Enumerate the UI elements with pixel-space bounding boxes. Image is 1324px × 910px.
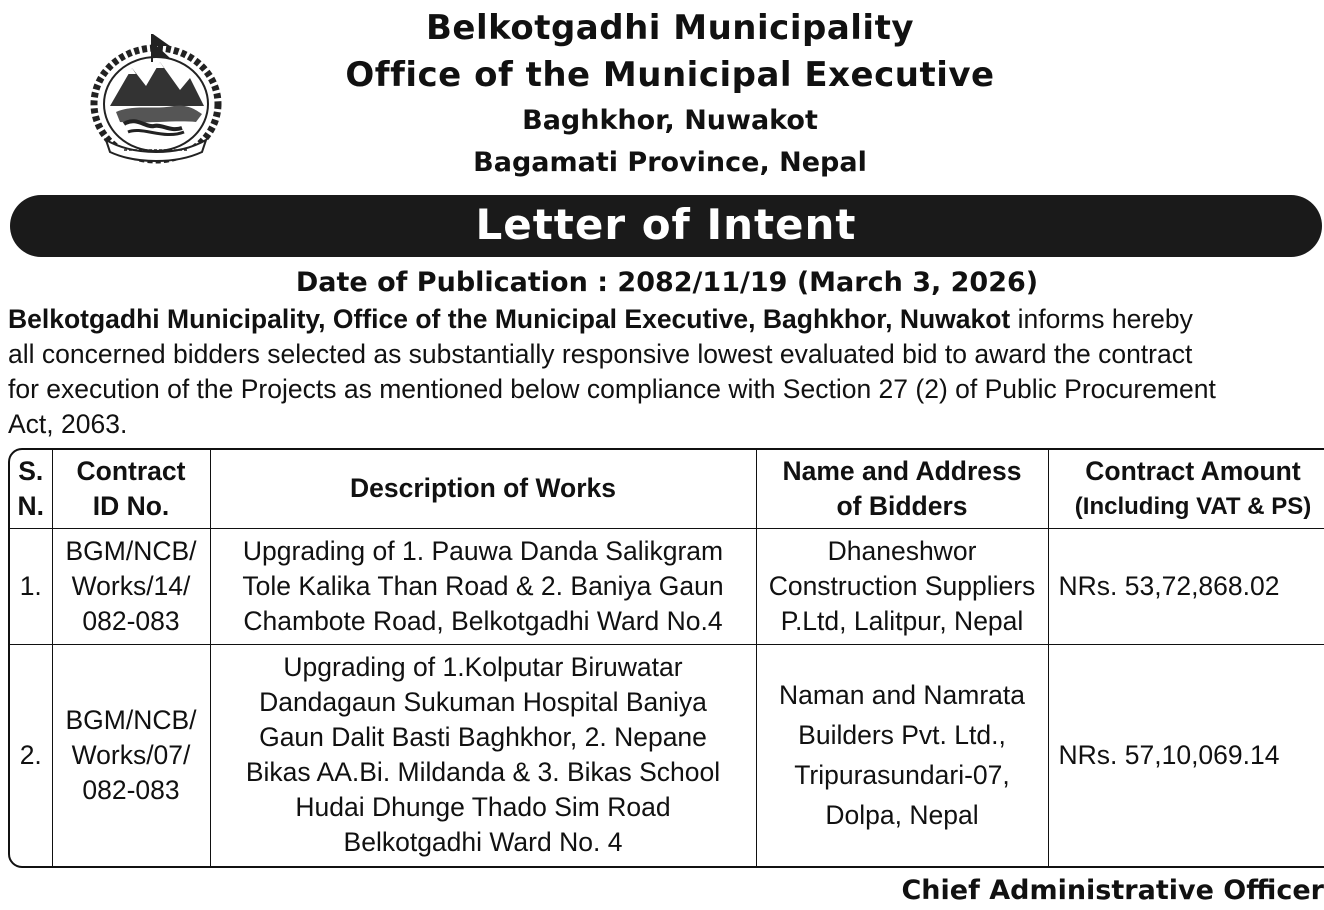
table-row [10, 528, 1324, 644]
row-2-contract-line: 082-083 [82, 774, 180, 805]
intro-line-4: Act, 2063. [8, 409, 128, 439]
row-1-contract-id [52, 528, 210, 644]
row-2-description-line: Upgrading of 1.Kolputar Biruwatar [283, 652, 683, 683]
document-title: Letter of Intent [10, 195, 1322, 257]
table-row [10, 644, 1324, 866]
nepal-coat-of-arms-icon [84, 28, 228, 166]
publication-date: Date of Publication : 2082/11/19 (March 3, 2026) [295, 267, 1039, 298]
office-name: Office of the Municipal Executive [345, 55, 995, 95]
contracts-table-grid [10, 450, 1324, 866]
row-1-sn: 1. [10, 528, 52, 644]
row-2-sn: 2. [10, 644, 52, 866]
row-1-bidder-line: Construction Suppliers [768, 570, 1036, 601]
header-amount-line-2: (Including VAT & PS) [1074, 492, 1312, 520]
row-2-bidder-line: Dolpa, Nepal [825, 800, 979, 831]
row-1-bidder [756, 528, 1048, 644]
header-amount [1048, 450, 1324, 528]
header-bidder [756, 450, 1048, 528]
header-amount-line-1: Contract Amount [1085, 455, 1301, 486]
row-1-contract-line: Works/14/ [71, 570, 191, 601]
header-bidder-line-1: Name and Address [782, 455, 1022, 486]
row-1-description-line: Tole Kalika Than Road & 2. Baniya Gaun [242, 570, 724, 601]
org-name: Belkotgadhi Municipality [426, 8, 914, 48]
intro-line-1 [8, 302, 1324, 337]
header-contract-line-1: Contract [76, 455, 186, 486]
row-2-bidder-line: Tripurasundari-07, [794, 760, 1010, 791]
header-description: Description of Works [210, 450, 756, 528]
row-2-description-line: Belkotgadhi Ward No. 4 [343, 827, 623, 858]
row-2-bidder-line: Naman and Namrata [779, 680, 1025, 711]
row-1-description [210, 528, 756, 644]
intro-paragraph [8, 302, 1324, 442]
row-1-contract-line: 082-083 [82, 605, 180, 636]
signatory-title: Chief Administrative Officer [901, 875, 1324, 906]
intro-bold-lead: Belkotgadhi Municipality, Office of the Municipal Executive, Baghkhor, Nuwakot [8, 304, 1011, 334]
intro-line-3: for execution of the Projects as mentioned below compliance with Section 27 (2) of Public Procurement [8, 374, 1216, 404]
row-2-description-line: Gaun Dalit Basti Baghkhor, 2. Nepane [259, 722, 707, 753]
row-1-amount: NRs. 53,72,868.02 [1048, 528, 1324, 644]
row-1-description-line: Chambote Road, Belkotgadhi Ward No.4 [243, 605, 723, 636]
row-1-description-line: Upgrading of 1. Pauwa Danda Salikgram [242, 535, 724, 566]
row-1-contract-line: BGM/NCB/ [65, 535, 197, 566]
address-line-2: Bagamati Province, Nepal [473, 147, 867, 178]
table-header-row [10, 450, 1324, 528]
header-sn [10, 450, 52, 528]
row-2-description-line: Hudai Dhunge Thado Sim Road [295, 792, 671, 823]
address-line-1: Baghkhor, Nuwakot [522, 105, 818, 136]
row-2-bidder [756, 644, 1048, 866]
row-1-bidder-line: P.Ltd, Lalitpur, Nepal [780, 605, 1024, 636]
row-2-description-line: Bikas AA.Bi. Mildanda & 3. Bikas School [245, 757, 721, 788]
row-2-amount: NRs. 57,10,069.14 [1048, 644, 1324, 866]
header-sn-line-2: N. [17, 490, 44, 521]
header-bidder-line-2: of Bidders [836, 490, 968, 521]
intro-line-1-rest: informs hereby [1010, 304, 1193, 334]
contracts-table [8, 448, 1324, 868]
header-sn-line-1: S. [18, 455, 44, 486]
header-contract-id [52, 450, 210, 528]
row-2-bidder-line: Builders Pvt. Ltd., [798, 720, 1006, 751]
intro-line-2: all concerned bidders selected as substantially responsive lowest evaluated bid to award the contract [8, 339, 1193, 369]
row-2-contract-line: Works/07/ [71, 739, 191, 770]
row-2-contract-id [52, 644, 210, 866]
row-2-contract-line: BGM/NCB/ [65, 704, 197, 735]
header-contract-line-2: ID No. [92, 490, 170, 521]
row-1-bidder-line: Dhaneshwor [827, 535, 977, 566]
letterhead-text [300, 6, 1040, 184]
row-2-description [210, 644, 756, 866]
row-2-description-line: Dandagaun Sukuman Hospital Baniya [259, 687, 707, 718]
letterhead [0, 0, 1324, 190]
